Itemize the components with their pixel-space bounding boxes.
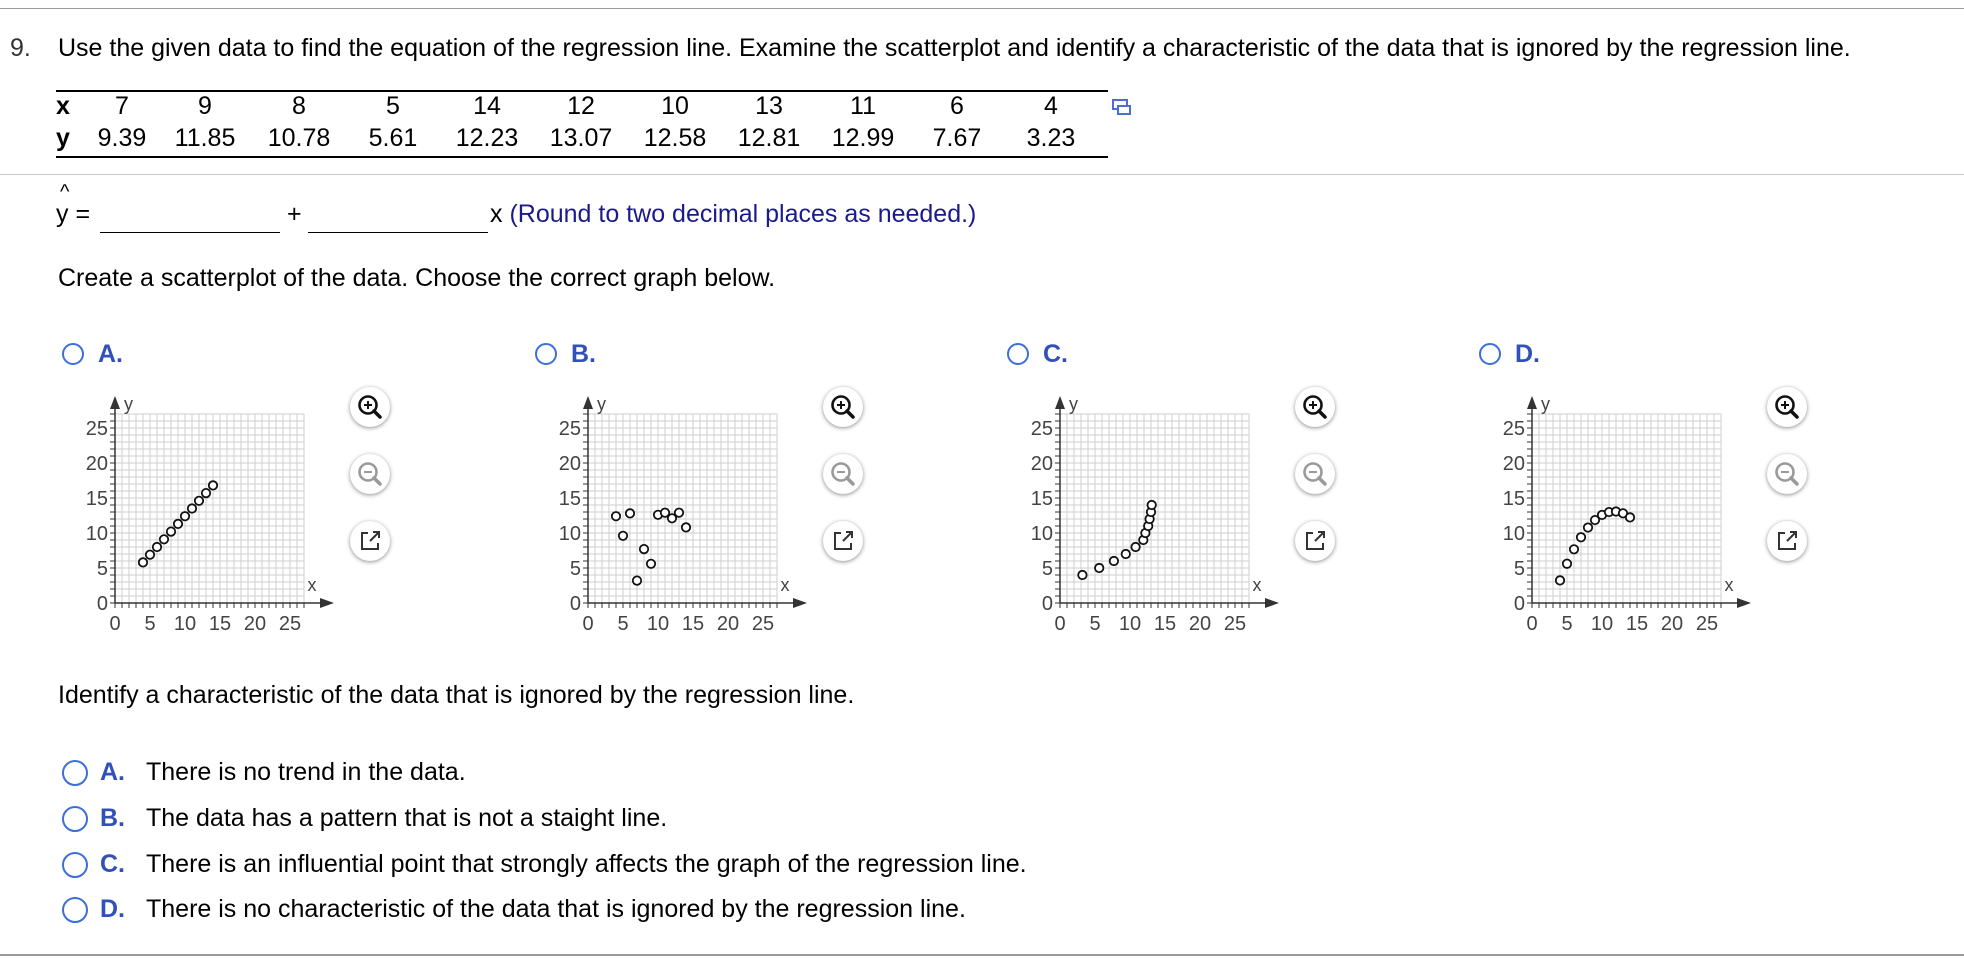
y-tick-label: 15 xyxy=(558,488,581,510)
x-variable: x xyxy=(490,200,503,228)
answer-a-text[interactable]: There is no trend in the data. xyxy=(146,758,466,786)
x-axis-arrow xyxy=(1737,598,1751,608)
y-tick-label: 0 xyxy=(1513,593,1525,615)
x-tick-label: 0 xyxy=(1054,613,1066,635)
data-point xyxy=(1626,513,1634,521)
x-value: 12 xyxy=(567,91,595,120)
zoom-out-button-b[interactable] xyxy=(823,454,863,494)
zoom-out-button-c[interactable] xyxy=(1295,454,1335,494)
question-number: 9. xyxy=(10,34,31,62)
answer-a-radio[interactable] xyxy=(62,760,88,786)
x-tick-label: 15 xyxy=(681,613,705,635)
x-value: 5 xyxy=(386,91,400,120)
y-hat-caret: ^ xyxy=(60,181,70,203)
y-row-label: y xyxy=(56,123,70,152)
data-point xyxy=(1570,545,1578,553)
zoom-out-button-a[interactable] xyxy=(350,454,390,494)
data-point xyxy=(1131,543,1139,551)
zoom-out-icon xyxy=(350,454,390,494)
question-text: Use the given data to find the equation of the regression line. Examine the scatterplot and identify a characteristic of the data that is ignored by the regression line. xyxy=(58,34,1851,62)
answer-d-radio[interactable] xyxy=(62,897,88,923)
open-graph-button-d[interactable] xyxy=(1767,521,1807,561)
data-point xyxy=(1122,550,1130,558)
x-tick-label: 10 xyxy=(1118,613,1142,635)
x-tick-label: 20 xyxy=(716,613,740,635)
y-axis-arrow xyxy=(583,396,593,409)
data-point xyxy=(626,509,634,517)
y-axis-label: y xyxy=(1069,394,1078,414)
data-point xyxy=(1078,571,1086,579)
y-tick-label: 10 xyxy=(85,523,108,545)
open-graph-button-c[interactable] xyxy=(1295,521,1335,561)
y-axis-arrow xyxy=(1055,396,1065,409)
y-value: 5.61 xyxy=(368,123,418,152)
data-point xyxy=(1148,501,1156,509)
data-point xyxy=(682,523,690,531)
y-axis-label: y xyxy=(1541,394,1550,414)
open-external-icon xyxy=(1295,521,1335,561)
y-tick-label: 20 xyxy=(558,453,581,475)
y-axis-label: y xyxy=(124,394,133,414)
x-tick-label: 0 xyxy=(582,613,594,635)
y-tick-label: 15 xyxy=(85,488,108,510)
x-tick-label: 25 xyxy=(1223,613,1247,635)
y-tick-label: 10 xyxy=(1502,523,1525,545)
characteristic-prompt: Identify a characteristic of the data that is ignored by the regression line. xyxy=(58,681,855,709)
x-value: 14 xyxy=(473,91,501,120)
zoom-out-icon xyxy=(823,454,863,494)
y-value: 3.23 xyxy=(1026,123,1076,152)
scatterplot-b xyxy=(543,385,813,640)
y-tick-label: 0 xyxy=(96,593,108,615)
x-tick-label: 25 xyxy=(751,613,775,635)
x-tick-label: 20 xyxy=(243,613,267,635)
data-point xyxy=(174,520,182,528)
x-tick-label: 15 xyxy=(1625,613,1649,635)
y-axis-arrow xyxy=(110,396,120,409)
y-tick-label: 10 xyxy=(1030,523,1053,545)
x-tick-label: 10 xyxy=(173,613,197,635)
answer-c-radio[interactable] xyxy=(62,852,88,878)
x-axis-label: x xyxy=(1724,575,1734,595)
y-hat-label xyxy=(56,200,90,229)
y-tick-label: 15 xyxy=(1502,488,1525,510)
x-tick-label: 5 xyxy=(617,613,629,635)
slope-input[interactable] xyxy=(308,232,488,233)
data-point xyxy=(1556,576,1564,584)
y-tick-label: 0 xyxy=(569,593,581,615)
zoom-in-button-a[interactable] xyxy=(350,387,390,427)
x-value: 7 xyxy=(115,91,129,120)
data-point xyxy=(619,532,627,540)
data-point xyxy=(640,545,648,553)
zoom-out-icon xyxy=(1295,454,1335,494)
data-point xyxy=(146,551,154,559)
y-tick-label: 25 xyxy=(558,418,581,440)
x-tick-label: 10 xyxy=(646,613,670,635)
x-tick-label: 5 xyxy=(1561,613,1573,635)
y-tick-label: 0 xyxy=(1041,593,1053,615)
x-tick-label: 0 xyxy=(1526,613,1538,635)
data-point xyxy=(1563,560,1571,568)
y-axis-arrow xyxy=(1527,396,1537,409)
answer-b-radio[interactable] xyxy=(62,806,88,832)
plus-sign: + xyxy=(287,200,302,228)
data-point xyxy=(1577,533,1585,541)
data-point xyxy=(209,481,217,489)
x-axis-label: x xyxy=(1252,575,1262,595)
y-value: 11.85 xyxy=(174,123,236,152)
y-tick-label: 20 xyxy=(1030,453,1053,475)
y-value: 12.81 xyxy=(737,123,801,152)
answer-c-letter: C. xyxy=(100,850,125,878)
y-tick-label: 5 xyxy=(1041,558,1053,580)
answer-c-text[interactable]: There is an influential point that strongly affects the graph of the regression line. xyxy=(146,850,1027,878)
graph-option-a-radio[interactable] xyxy=(62,343,84,365)
x-axis-arrow xyxy=(793,598,807,608)
scatterplot-a xyxy=(70,385,340,640)
graph-option-d-label: D. xyxy=(1515,340,1540,368)
y-row xyxy=(56,122,1098,154)
x-value: 10 xyxy=(661,91,689,120)
data-point xyxy=(202,489,210,497)
zoom-in-icon xyxy=(350,387,390,427)
y-axis-label: y xyxy=(597,394,606,414)
data-point xyxy=(633,576,641,584)
data-point xyxy=(1584,523,1592,531)
x-value: 9 xyxy=(198,91,212,120)
equals-sign: = xyxy=(75,200,91,228)
y-value: 12.58 xyxy=(643,123,707,152)
graph-option-d-radio[interactable] xyxy=(1479,343,1501,365)
zoom-in-icon xyxy=(823,387,863,427)
x-tick-label: 5 xyxy=(144,613,156,635)
graph-option-c-radio[interactable] xyxy=(1007,343,1029,365)
open-external-icon xyxy=(1767,521,1807,561)
y-tick-label: 5 xyxy=(569,558,581,580)
data-point xyxy=(647,560,655,568)
y-value: 12.23 xyxy=(455,123,519,152)
x-value: 4 xyxy=(1044,91,1058,120)
data-table xyxy=(56,90,1098,154)
x-and-hint xyxy=(490,200,976,229)
data-point xyxy=(612,512,620,520)
x-tick-label: 25 xyxy=(278,613,302,635)
graph-option-b-radio[interactable] xyxy=(535,343,557,365)
x-axis-label: x xyxy=(780,575,790,595)
rounding-hint: (Round to two decimal places as needed.) xyxy=(509,200,977,228)
y-tick-label: 5 xyxy=(1513,558,1525,580)
data-point xyxy=(195,497,203,505)
graph-option-a-label: A. xyxy=(98,340,123,368)
y-tick-label: 20 xyxy=(1502,453,1525,475)
intercept-input[interactable] xyxy=(100,232,280,233)
zoom-in-button-c[interactable] xyxy=(1295,387,1335,427)
x-value: 11 xyxy=(850,91,876,120)
data-point xyxy=(139,558,147,566)
data-point xyxy=(188,504,196,512)
x-tick-label: 20 xyxy=(1188,613,1212,635)
top-divider xyxy=(0,8,1964,9)
x-axis-arrow xyxy=(1265,598,1279,608)
x-tick-label: 25 xyxy=(1695,613,1719,635)
answer-a-letter: A. xyxy=(100,758,125,786)
y-tick-label: 15 xyxy=(1030,488,1053,510)
graph-option-c-label: C. xyxy=(1043,340,1068,368)
data-point xyxy=(181,512,189,520)
x-tick-label: 10 xyxy=(1590,613,1614,635)
zoom-out-button-d[interactable] xyxy=(1767,454,1807,494)
y-value: 10.78 xyxy=(267,123,331,152)
answer-b-text[interactable]: The data has a pattern that is not a staight line. xyxy=(146,804,668,832)
x-tick-label: 0 xyxy=(109,613,121,635)
y-tick-label: 25 xyxy=(1030,418,1053,440)
section-divider xyxy=(0,174,1964,175)
scatterplot-c xyxy=(1015,385,1285,640)
zoom-in-button-b[interactable] xyxy=(823,387,863,427)
zoom-in-icon xyxy=(1767,387,1807,427)
open-graph-button-b[interactable] xyxy=(823,521,863,561)
x-value: 13 xyxy=(755,91,783,120)
y-value: 7.67 xyxy=(932,123,982,152)
x-tick-label: 15 xyxy=(208,613,232,635)
data-point xyxy=(1110,557,1118,565)
y-tick-label: 5 xyxy=(96,558,108,580)
copy-table-icon[interactable] xyxy=(1112,98,1132,123)
y-hat-variable: y xyxy=(56,200,69,228)
answer-d-text[interactable]: There is no characteristic of the data that is ignored by the regression line. xyxy=(146,895,966,923)
scatter-prompt: Create a scatterplot of the data. Choose the correct graph below. xyxy=(58,264,776,292)
table-bottom-rule xyxy=(56,156,1108,158)
x-tick-label: 20 xyxy=(1660,613,1684,635)
data-point xyxy=(160,535,168,543)
y-value: 13.07 xyxy=(549,123,613,152)
x-tick-label: 15 xyxy=(1153,613,1177,635)
answer-d-letter: D. xyxy=(100,895,125,923)
y-tick-label: 25 xyxy=(1502,418,1525,440)
x-value: 6 xyxy=(950,91,964,120)
data-point xyxy=(1095,564,1103,572)
x-row xyxy=(56,90,1098,122)
bottom-divider xyxy=(0,954,1964,956)
answer-b-letter: B. xyxy=(100,804,125,832)
data-point xyxy=(675,509,683,517)
open-external-icon xyxy=(350,521,390,561)
open-external-icon xyxy=(823,521,863,561)
scatterplot-d xyxy=(1487,385,1757,640)
graph-option-b-label: B. xyxy=(571,340,596,368)
x-axis-arrow xyxy=(320,598,334,608)
zoom-out-icon xyxy=(1767,454,1807,494)
data-point xyxy=(167,527,175,535)
y-value: 12.99 xyxy=(831,123,895,152)
x-axis-label: x xyxy=(307,575,317,595)
open-graph-button-a[interactable] xyxy=(350,521,390,561)
y-tick-label: 25 xyxy=(85,418,108,440)
x-value: 8 xyxy=(292,91,306,120)
zoom-in-button-d[interactable] xyxy=(1767,387,1807,427)
y-tick-label: 10 xyxy=(558,523,581,545)
zoom-in-icon xyxy=(1295,387,1335,427)
x-row-label: x xyxy=(56,91,70,120)
data-point xyxy=(153,543,161,551)
x-tick-label: 5 xyxy=(1089,613,1101,635)
y-value: 9.39 xyxy=(97,123,147,152)
y-tick-label: 20 xyxy=(85,453,108,475)
